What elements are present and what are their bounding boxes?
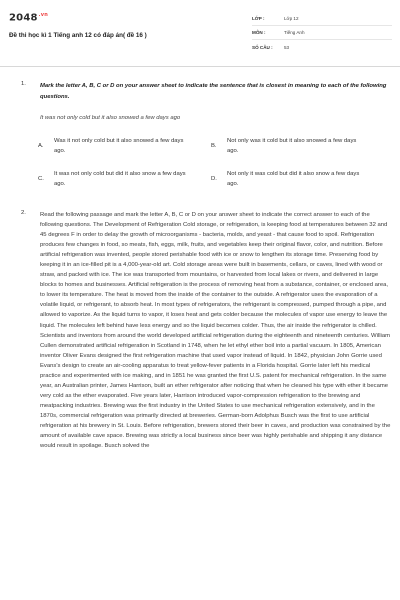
page-title: Đề thi học kì 1 Tiếng anh 12 có đáp án( đề 16 )	[9, 32, 147, 39]
option-text: It was not only cold but did it also snow a few days ago.	[54, 171, 186, 187]
option-letter: C.	[38, 176, 44, 182]
question-sentence: It was not only cold but it also snowed a few days ago	[40, 115, 181, 121]
meta-value: 53	[284, 44, 290, 50]
logo-suffix: .vn	[38, 12, 48, 18]
header-divider	[0, 66, 400, 67]
meta-label: LỚP :	[252, 16, 265, 21]
logo-text: 2048	[9, 12, 38, 24]
exam-meta	[252, 12, 392, 54]
reading-passage: Read the following passage and mark the letter A, B, C or D on your answer sheet to indicate the correct answer to each of the following questions. The Development of Refrigeration Cold storage, or refrigeration, is keeping food at temperatures between 32 and 45 degrees F in order to delay the growth of microorganisms - bacteria, molds, and yeast - that cause food to spoil. Refrigeration produces few changes in food, so meats, fish, eggs, milk, fruits, and vegetables keep their original flavor, color, and nutrition. Before artificial refrigeration was invented, people stored perishable food with ice or snow to lengthen its storage time. Preserving food by keeping it in an ice-filled pit is a 4,000-year-old art. Cold storage areas were built in basements, cellars, or caves, lined with wood or straw, and packed with ice. The ice was transported from mountains, or harvested from local lakes or rivers, and delivered in large blocks to homes and businesses. Artificial refrigeration is the process of removing heat from a substance, container, or enclosed area, to lower its temperature. The heat is moved from the inside of the container to the outside. A refrigerator uses the evaporation of a volatile liquid, or refrigerant, to absorb heat. In most types of refrigerators, the refrigerant is compressed, pumped through a pipe, and allowed to vaporize. As the liquid turns to vapor, it loses heat and gets colder because the molecules of vapor use energy to leave the liquid. The molecules left behind have less energy and so the liquid becomes colder. Thus, the air inside the refrigerator is chilled. Scientists and inventors from around the world developed artificial refrigeration during the eighteenth and nineteenth centuries. William Cullen demonstrated artificial refrigeration in Scotland in 1748, when he let ethyl ether boil into a partial vacuum. In 1805, American inventor Oliver Evans designed the first refrigeration machine that used vapor instead of liquid. In 1842, physician John Gorrie used Evans's design to create an air-cooling apparatus to treat yellow-fever patients in a Florida hospital. Gorrie later left his medical practice and experimented with ice making, and in 1851 he was granted the first U.S. patent for mechanical refrigeration. In the same year, an Australian printer, James Harrison, built an ether refrigerator after noticing that when he cleaned his type with ether it became very cold as the ether evaporated. Five years later, Harrison introduced vapor-compression refrigeration to the brewing and meatpacking industries. Brewing was the first industry in the United States to use mechanical refrigeration extensively, and in the 1870s, commercial refrigeration was primarily directed at breweries. German-born Adolphus Busch was the first to use artificial refrigeration at his brewery in St. Louis. Before refrigeration, brewers stored their beer in caves, and production was constrained by the amount of available cave space. Brewing was strictly a local business since beer was highly perishable and shipping it any distance would result in spoilage. Busch solved the	[40, 212, 391, 450]
meta-value: Lớp 12	[284, 16, 299, 21]
option-text: Was it not only cold but it also snowed a few days ago.	[54, 138, 184, 154]
meta-value: Tiếng Anh	[284, 30, 305, 35]
meta-row-subject	[252, 26, 392, 40]
page-header	[0, 0, 400, 62]
meta-label: SỐ CÂU :	[252, 44, 273, 50]
question-number: 1.	[21, 81, 26, 87]
option-text: Not only it was cold but did it also snow a few days ago.	[227, 171, 360, 187]
meta-row-class	[252, 12, 392, 26]
option-letter: A.	[38, 143, 44, 149]
site-logo[interactable]	[9, 12, 48, 23]
question-instruction: Mark the letter A, B, C or D on your answer sheet to indicate the sentence that is closest in meaning to each of the following questions.	[40, 83, 387, 100]
meta-row-count	[252, 40, 392, 54]
option-letter: D.	[211, 176, 217, 182]
meta-label: MÔN :	[252, 30, 266, 35]
option-text: Not only was it cold but it also snowed a few days ago.	[227, 138, 357, 154]
question-number: 2.	[21, 210, 26, 216]
option-letter: B.	[211, 143, 217, 149]
